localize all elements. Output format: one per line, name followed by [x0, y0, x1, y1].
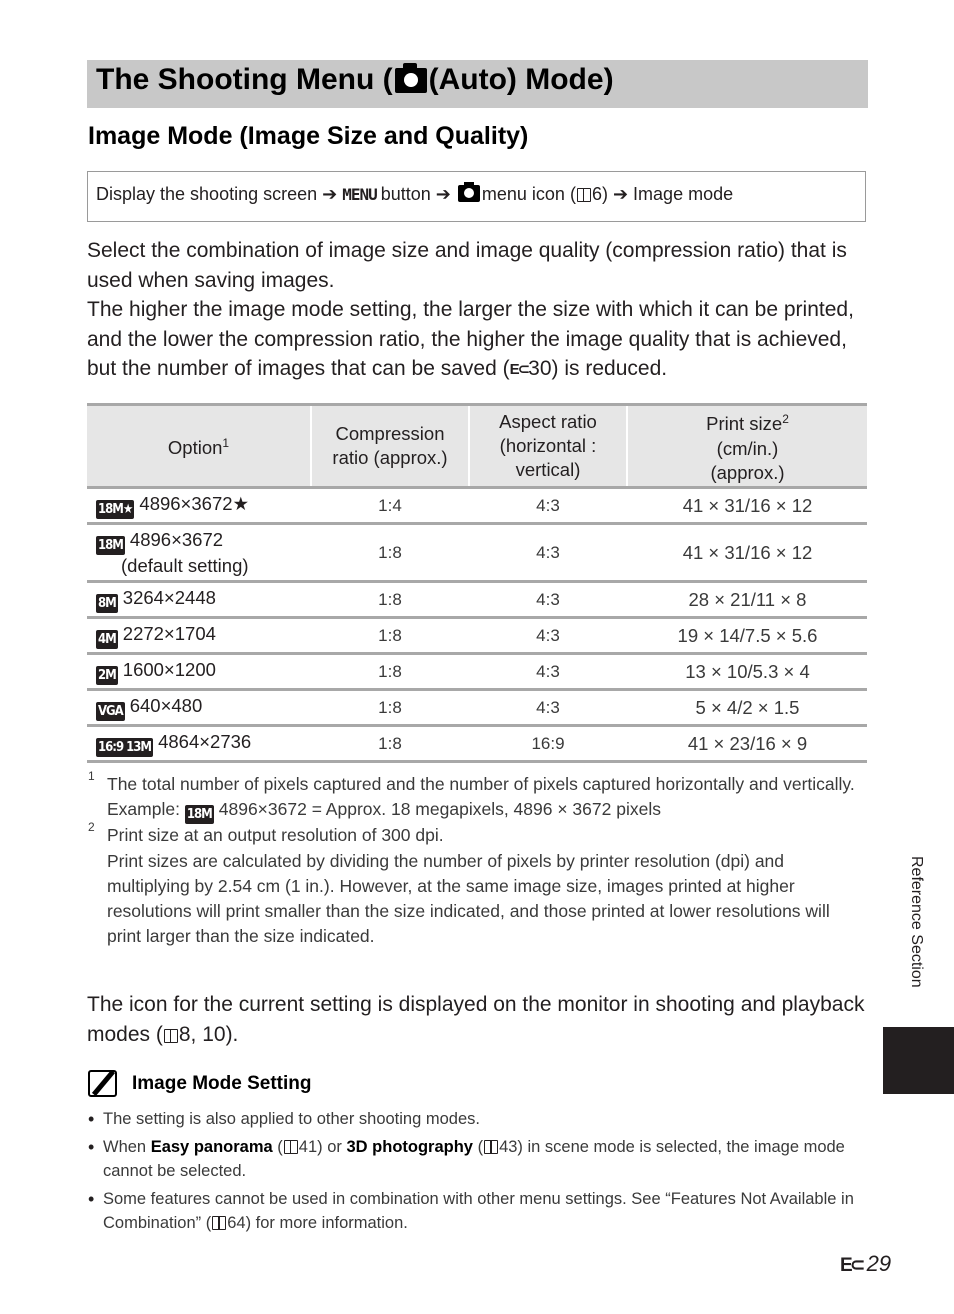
- option-size: 4896×3672★: [139, 492, 250, 514]
- print-size-cell: 41 × 31/16 × 12: [627, 524, 867, 582]
- table-row: [87, 726, 867, 762]
- arrow-icon: ➔: [322, 184, 338, 204]
- option-size: 2272×1704: [122, 622, 216, 644]
- page-reference-icon: [484, 1140, 498, 1154]
- tip-item-2-ref-2[interactable]: 43) in scene mode is selected, the image mode cannot be selected.: [103, 1138, 845, 1180]
- compression-cell: 1:8: [311, 726, 469, 762]
- navigation-path-box: [87, 171, 866, 222]
- option-note: (default setting): [121, 554, 249, 576]
- compression-cell: 1:4: [311, 488, 469, 524]
- header-option-label: Option: [167, 437, 223, 459]
- header-compression-label: Compression ratio (approx.): [332, 423, 448, 468]
- current-setting-body: The icon for the current setting is displayed on the monitor in shooting and playback modes (: [87, 993, 865, 1046]
- compression-cell: 1:8: [311, 690, 469, 726]
- footnotes: [88, 769, 868, 950]
- current-setting-ref[interactable]: 8, 10).: [178, 1023, 239, 1046]
- intro-paragraph-1: Select the combination of image size and image quality (compression ratio) that is used when saving images.: [87, 239, 847, 292]
- footnote-number: 1: [88, 769, 95, 783]
- image-mode-icon: 18M: [98, 537, 123, 553]
- nav-step-button: button: [380, 184, 431, 204]
- section-heading: Image Mode (Image Size and Quality): [88, 122, 529, 150]
- aspect-cell: 4:3: [469, 690, 627, 726]
- tip-item-3-text: Some features cannot be used in combination with other menu settings. See “Features Not Available in Combination” (: [103, 1190, 854, 1232]
- header-compression: [311, 405, 469, 488]
- option-cell: [87, 488, 311, 524]
- table-row: [87, 618, 867, 654]
- image-mode-icon: 4M: [98, 631, 116, 647]
- table-row: [87, 488, 867, 524]
- tip-heading: [88, 1070, 311, 1097]
- nav-step-menu-icon: menu icon (: [481, 184, 576, 204]
- compression-cell: 1:8: [311, 582, 469, 618]
- tip-item-1: The setting is also applied to other shooting modes.: [103, 1110, 480, 1128]
- camera-menu-icon: [458, 185, 480, 202]
- nav-step-image-mode: Image mode: [633, 184, 734, 204]
- table-row: [87, 654, 867, 690]
- side-tab-label: Reference Section: [908, 856, 925, 988]
- footnote-number: 2: [88, 820, 95, 835]
- reference-section-icon: E⊂: [840, 1255, 863, 1276]
- header-print-size: [627, 405, 867, 488]
- aspect-cell: 4:3: [469, 488, 627, 524]
- footnote-1-text: The total number of pixels captured and the number of pixels captured horizontally and vertically.: [107, 774, 855, 794]
- table-row: [87, 690, 867, 726]
- print-size-cell: 5 × 4/2 × 1.5: [627, 690, 867, 726]
- intro-paragraph-2: [87, 295, 877, 385]
- image-mode-icon: 2M: [98, 667, 116, 683]
- option-cell: [87, 618, 311, 654]
- reference-section-icon: E⊂: [509, 361, 529, 378]
- current-setting-text: [87, 990, 867, 1050]
- intro-text: [87, 236, 877, 385]
- example-label: Example:: [107, 799, 180, 820]
- page-reference-icon: [284, 1140, 298, 1154]
- footnote-marker: 2: [782, 412, 789, 427]
- aspect-cell: 4:3: [469, 582, 627, 618]
- option-size: 1600×1200: [122, 658, 216, 680]
- page-reference-icon: [212, 1216, 226, 1230]
- page-number: [840, 1251, 891, 1277]
- intro-paragraph-2-ref[interactable]: 30) is reduced.: [528, 357, 668, 380]
- tip-item-2-text: When: [103, 1138, 147, 1156]
- image-mode-icon: 18M★: [98, 501, 133, 517]
- footnote-2-text: Print size at an output resolution of 300 dpi.: [107, 825, 444, 846]
- list-item: [88, 1107, 868, 1131]
- option-cell: [87, 726, 311, 762]
- option-size: 4864×2736: [158, 730, 252, 752]
- arrow-icon: ➔: [435, 184, 451, 204]
- page-reference-icon: [577, 188, 591, 202]
- footnote-2: [88, 820, 868, 949]
- image-mode-table: [87, 403, 867, 763]
- option-size: 640×480: [129, 694, 203, 716]
- page-number-value: 29: [866, 1251, 892, 1276]
- option-size: 3264×2448: [122, 586, 216, 608]
- print-size-cell: 13 × 10/5.3 × 4: [627, 654, 867, 690]
- aspect-cell: 4:3: [469, 524, 627, 582]
- option-cell: [87, 690, 311, 726]
- table-row: [87, 524, 867, 582]
- title-bar: [87, 60, 868, 108]
- option-cell: [87, 582, 311, 618]
- header-print-units: (cm/in.) (approx.): [710, 437, 785, 483]
- option-cell: [87, 524, 311, 582]
- compression-cell: 1:8: [311, 618, 469, 654]
- header-option: [87, 405, 311, 488]
- nav-page-ref[interactable]: 6): [591, 184, 608, 204]
- table-row: [87, 582, 867, 618]
- list-item: • When Easy panorama ( 41) or 3D photography ( 43) in scene mode is selected, the image mode cannot be selected.: [88, 1135, 868, 1183]
- aspect-cell: 4:3: [469, 654, 627, 690]
- tip-heading-label: Image Mode Setting: [132, 1072, 312, 1094]
- print-size-cell: 19 × 14/7.5 × 5.6: [627, 618, 867, 654]
- header-aspect: [469, 405, 627, 488]
- footnote-1-example: [107, 797, 868, 824]
- menu-button-icon: MENU: [342, 185, 377, 204]
- tip-item-3-ref[interactable]: 64) for more information.: [227, 1214, 408, 1232]
- compression-cell: 1:8: [311, 654, 469, 690]
- navigation-path: [96, 184, 733, 205]
- easy-panorama-term: Easy panorama: [150, 1138, 273, 1156]
- page-title-text-start: The Shooting Menu (: [96, 63, 393, 96]
- tip-item-2-ref-1[interactable]: 41) or: [298, 1138, 342, 1156]
- table-header-row: [87, 405, 867, 488]
- image-mode-icon: 8M: [98, 595, 116, 611]
- aspect-cell: 4:3: [469, 618, 627, 654]
- footnote-1: [88, 769, 868, 824]
- page-title: [96, 63, 614, 97]
- tip-list: [88, 1107, 868, 1239]
- print-size-cell: 41 × 23/16 × 9: [627, 726, 867, 762]
- 3d-photography-term: 3D photography: [346, 1138, 473, 1156]
- aspect-cell: 16:9: [469, 726, 627, 762]
- arrow-icon: ➔: [612, 184, 629, 204]
- list-item: [88, 1187, 868, 1235]
- camera-icon: [395, 68, 427, 93]
- footnote-marker: 1: [222, 436, 230, 451]
- print-size-cell: 28 × 21/11 × 8: [627, 582, 867, 618]
- intro-paragraph-2-text: The higher the image mode setting, the larger the size with which it can be printed, and the lower the compression ratio, the higher the image quality that is achieved, but the number of images that can be saved (: [87, 298, 854, 380]
- reference-section-tab[interactable]: [883, 1027, 954, 1094]
- nav-step-display: Display the shooting screen: [96, 184, 318, 204]
- print-size-cell: 41 × 31/16 × 12: [627, 488, 867, 524]
- image-mode-icon: VGA: [98, 703, 123, 719]
- option-cell: [87, 654, 311, 690]
- header-aspect-label: Aspect ratio (horizontal : vertical): [499, 411, 597, 480]
- header-print-label: Print size: [706, 413, 783, 435]
- option-size: 4896×3672: [129, 528, 224, 550]
- image-mode-18m-icon: 18M: [186, 807, 212, 823]
- footnote-2-more: Print sizes are calculated by dividing the number of pixels by printer resolution (dpi) and multiplying by 2.54 cm (1 in.). However, at the same image size, images printed at higher resolutions will print smaller than the size indicated, and those printed at lower resolutions will print larger than the size indicated.: [107, 850, 830, 947]
- compression-cell: 1:8: [311, 524, 469, 582]
- page-reference-icon: [164, 1029, 178, 1043]
- pencil-note-icon: [88, 1070, 117, 1097]
- page-title-text-end: (Auto) Mode): [428, 63, 614, 96]
- example-text: 4896×3672 = Approx. 18 megapixels, 4896 × 3672 pixels: [218, 799, 661, 820]
- image-mode-icon: 16:9 13M: [98, 739, 152, 755]
